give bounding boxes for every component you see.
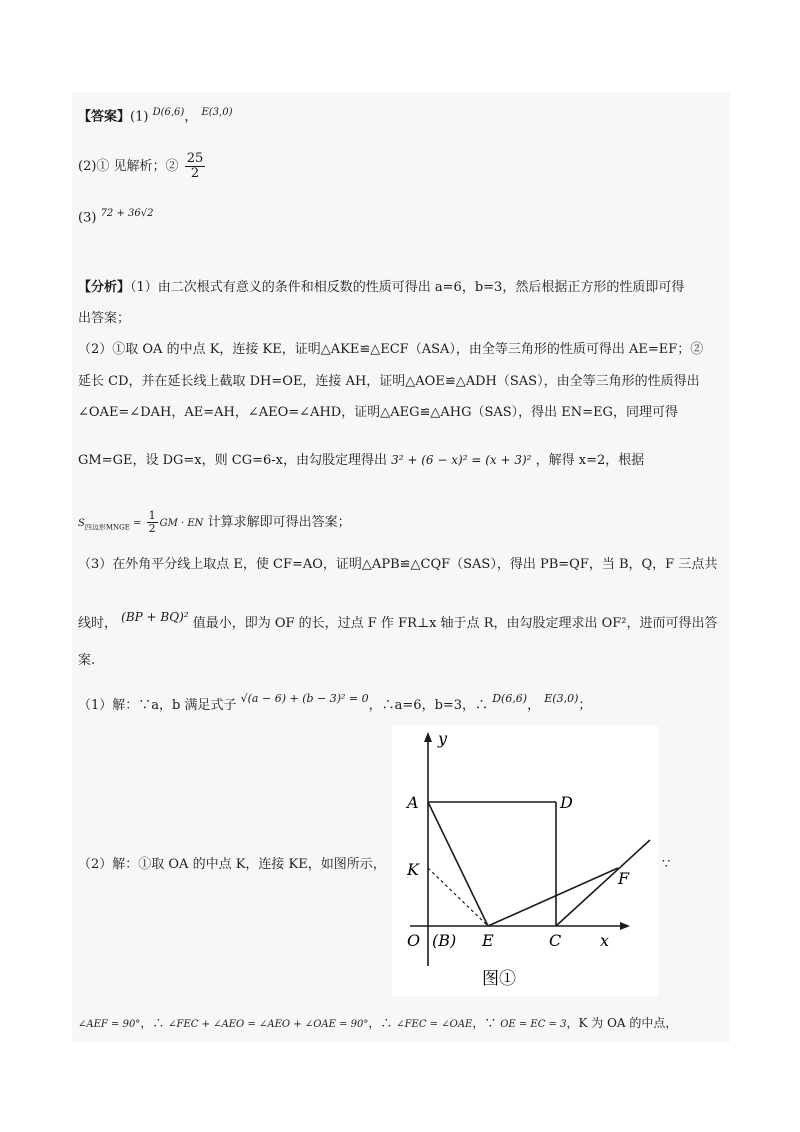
analysis-line-1 (78, 279, 684, 297)
segment-ef (488, 868, 618, 926)
x-axis-arrow (620, 922, 630, 930)
y-axis-arrow (424, 732, 432, 742)
area-eq: = (129, 518, 145, 529)
analysis-line-3c: 案. (78, 653, 96, 668)
label-a: A (407, 793, 419, 812)
solution-s3-b: ，∴ (140, 1016, 165, 1030)
area-post: 计算求解即可得出答案； (203, 515, 351, 530)
area-fraction-den: 2 (148, 522, 156, 535)
constraint-expr: √(a − 6) + (b − 3)² = 0 (240, 692, 369, 705)
answer-line-1 (78, 104, 232, 126)
analysis-p1: （1）由二次根式有意义的条件和相反数的性质可得出 a=6，b=3，然后根据正方形的性质即可得 (130, 280, 685, 295)
area-rest: GM · EN (159, 518, 204, 529)
segment-ae (428, 802, 488, 926)
answer-sep: ， (184, 109, 198, 125)
label-c: C (549, 931, 562, 950)
analysis-line-2d (78, 451, 644, 470)
segment-ke (428, 868, 488, 926)
angle-aef: ∠AEF = 90° (78, 1019, 141, 1030)
label-d: D (560, 793, 573, 812)
analysis-p3b-post: 值最小，即为 OF 的长，过点 F 作 FR⊥x 轴于点 R，由勾股定理求出 OF²，进而可得出答 (192, 616, 718, 631)
area-symbol: S (78, 518, 85, 529)
solution-s3-f: ，∵ (472, 1016, 497, 1030)
part2-prefix: (2)① 见解析；② (78, 159, 179, 174)
analysis-label: 【分析】 (78, 280, 131, 295)
fraction-num: 25 (186, 151, 204, 166)
label-k: K (407, 860, 419, 879)
analysis-line-2b: 延长 CD，并在延长线上截取 DH=OE，连接 AH，证明△AOE≌△ADH（SAS），由全等三角形的性质得出 (78, 374, 700, 389)
analysis-line-2a: （2）①取 OA 的中点 K，连接 KE，证明△AKE≌△ECF（ASA），由全等三角形的性质可得出 AE=EF；② (78, 342, 704, 357)
geometry-figure (392, 726, 658, 996)
label-o: O (407, 931, 421, 950)
analysis-line-3a: （3）在外角平分线上取点 E，使 CF=AO，证明△APB≌△CQF（SAS），得出 PB=QF，当 B，Q，F 三点共 (78, 557, 718, 572)
figure-caption: 图① (482, 969, 516, 989)
solution-s3-h: ，K 为 OA 的中点， (566, 1016, 678, 1030)
area-subscript: 四边形MNGE (84, 523, 130, 532)
solution-e: E(3,0) (544, 692, 579, 705)
bp-bq-expr: (BP + BQ)² (121, 610, 189, 624)
answer-label: 【答案】 (78, 109, 131, 125)
solution-s3-d: ，∴ (368, 1016, 393, 1030)
label-b: (B) (432, 931, 457, 950)
angle-sum: ∠FEC + ∠AEO = ∠AEO + ∠OAE = 90° (168, 1019, 369, 1030)
fraction-den: 2 (190, 166, 200, 181)
solution-line-1 (78, 690, 591, 715)
label-x: x (600, 931, 610, 950)
part3-expr: 72 + 36√2 (100, 208, 154, 219)
answer-e: E(3,0) (201, 107, 233, 118)
area-fraction (147, 510, 158, 535)
part3-prefix: (3) (78, 210, 97, 226)
answer-line-3 (78, 205, 153, 227)
solution-line-2: （2）解：①取 OA 的中点 K，连接 KE，如图所示， (78, 857, 386, 872)
analysis-p2d-pre: GM=GE，设 DG=x，则 CG=6-x，由勾股定理得出 (78, 453, 387, 468)
analysis-line-1b: 出答案； (78, 311, 131, 326)
solution-s1-mid: ，∴a=6，b=3，∴ (368, 698, 489, 713)
solution-line-3 (78, 1014, 677, 1034)
analysis-line-2c: ∠OAE=∠DAH，AE=AH，∠AEO=∠AHD，证明△AEG≌△AHG（SAS），得出 EN=EG，同理可得 (78, 405, 678, 420)
exterior-bisector (556, 840, 650, 926)
fraction-25-2 (185, 152, 206, 181)
label-y: y (438, 729, 448, 748)
analysis-line-3b (78, 608, 718, 633)
answer-line-2 (78, 152, 207, 181)
figure-svg (392, 726, 658, 996)
because-symbol: ∵ (662, 857, 671, 872)
answer-d: D(6,6) (152, 107, 185, 118)
part1-prefix: (1) (130, 109, 149, 125)
solution-s1-sep: ， (527, 698, 541, 713)
label-f: F (618, 869, 630, 888)
solution-s1-pre: （1）解：∵a，b 满足式子 (78, 698, 237, 713)
analysis-p2d-post: ，解得 x=2，根据 (535, 453, 645, 468)
solution-s1-end: ； (578, 698, 592, 713)
label-e: E (482, 931, 494, 950)
angle-fec: ∠FEC = ∠OAE (396, 1019, 473, 1030)
analysis-line-2e (78, 510, 351, 537)
solution-d: D(6,6) (492, 692, 528, 705)
pythagoras-equation: 3² + (6 − x)² = (x + 3)² (391, 453, 532, 467)
area-fraction-num: 1 (148, 509, 156, 522)
analysis-p3b-pre: 线时， (78, 616, 118, 631)
oe-ec: OE = EC = 3 (500, 1019, 567, 1030)
